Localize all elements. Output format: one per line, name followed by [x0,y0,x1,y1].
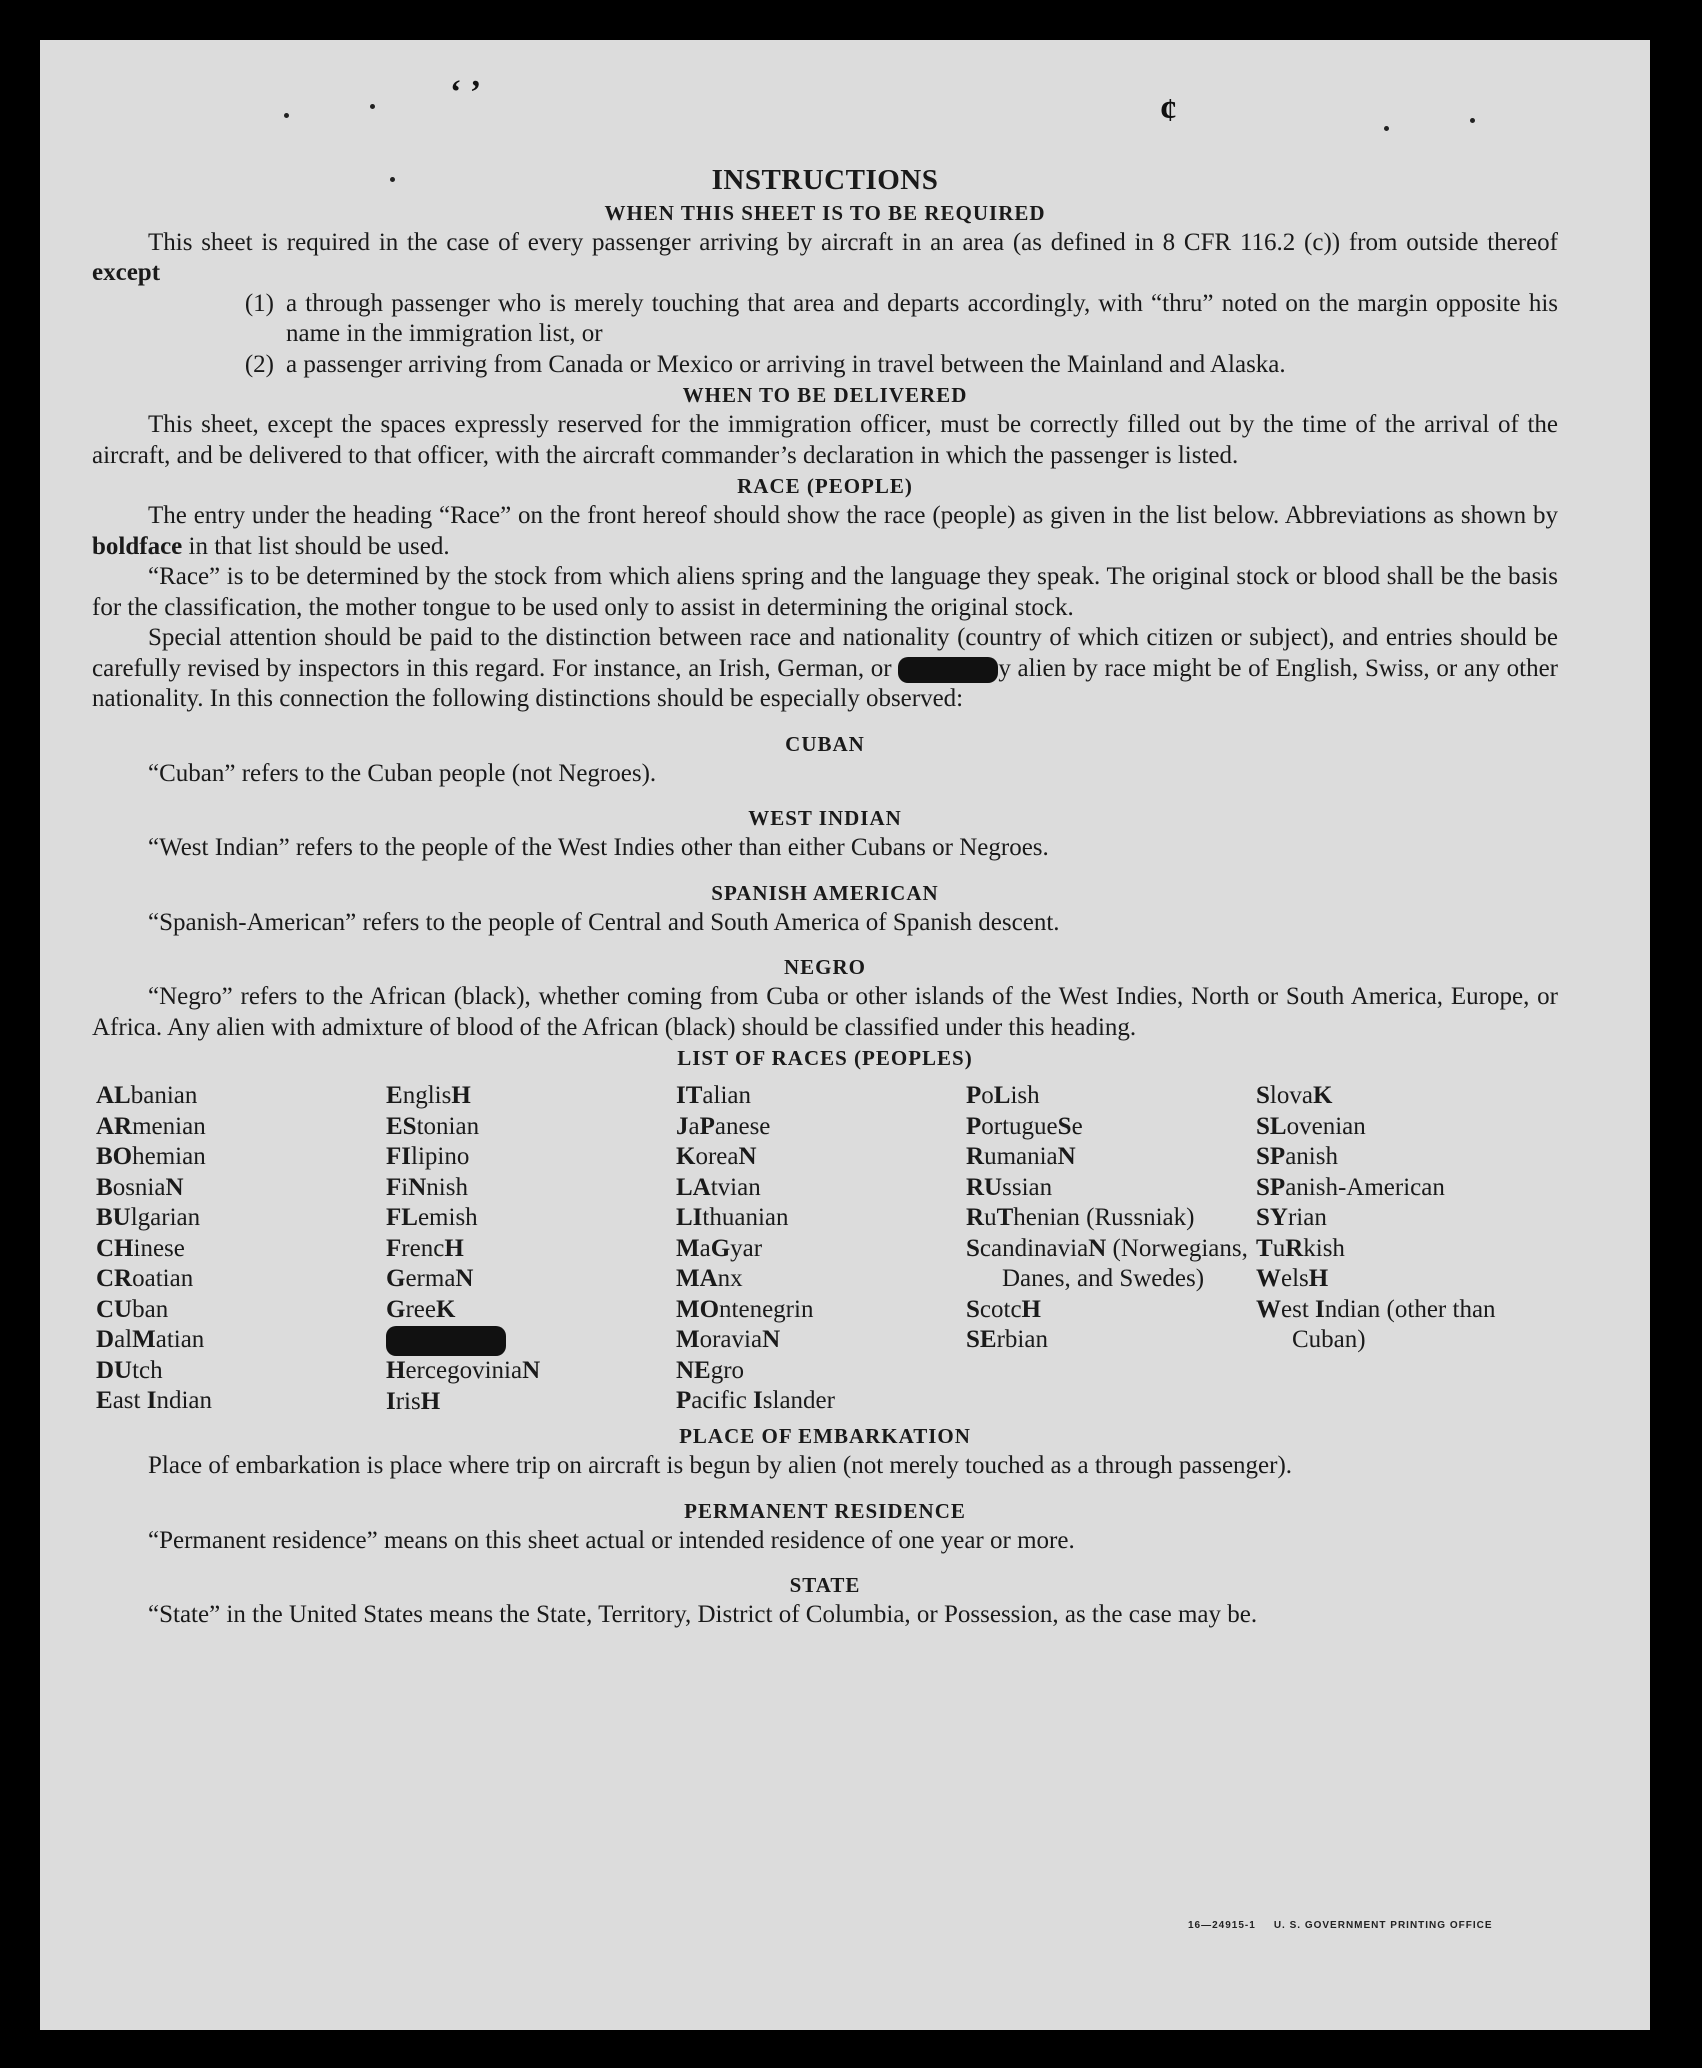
race-entry: HercegoviniaN [386,1357,541,1385]
west-indian-text: “West Indian” refers to the people of the West Indies other than either Cubans or Negroes. [148,834,1049,861]
race-entry: SLovenian [1256,1112,1366,1140]
race-entry: MoraviaN [676,1326,781,1353]
race-entry: East Indian [96,1387,212,1414]
race-entry: ALbanian [96,1082,198,1109]
race-entry: EStonian [386,1112,480,1140]
stray-mark-top-right: ¢ [1160,92,1177,129]
race-entry: DalMatian [96,1326,205,1353]
section-heading-list-of-races: LIST OF RACES (PEOPLES) [677,1046,973,1070]
page-title: INSTRUCTIONS [711,164,939,196]
race-entry: EnglisH [386,1082,471,1109]
race-entry: DUtch [96,1356,163,1384]
race-entry: GermaN [386,1265,474,1292]
race-entry: FiNnish [386,1173,468,1201]
race-entry: ScandinaviaN (Norwegians, Danes, and Swedes) [966,1234,1248,1292]
race-entry: WelsH [1256,1265,1329,1292]
spanish-american-text: “Spanish-American” refers to the people of Central and South America of Spanish descent. [148,908,1060,936]
race-entry: RUssian [966,1173,1053,1201]
race-entry [386,1325,676,1356]
race-entry: MaGyar [676,1234,763,1262]
redaction-mark [898,657,998,683]
race-entry: BUlgarian [96,1204,201,1231]
section-heading-required: WHEN THIS SHEET IS TO BE REQUIRED [604,200,1046,225]
race-entry: CHinese [96,1234,185,1262]
race-entry: RumaniaN [966,1143,1076,1170]
race-entry: PortugueSe [966,1112,1083,1140]
required-exception-1: (1) a through passenger who is merely touching that area and departs accordingly, with “thru” noted on the margin opposite his name in the immigration list, or [244,289,1558,347]
race-entry: West Indian (other than Cuban) [1256,1295,1496,1353]
section-heading-negro: NEGRO [783,955,866,979]
race-entry: SlovaK [1256,1082,1333,1109]
race-entry: CUban [96,1295,169,1323]
race-entry: IrisH [386,1387,441,1415]
race-entry: RuThenian (Russniak) [966,1204,1195,1231]
printer-credit: U. S. GOVERNMENT PRINTING OFFICE [1273,1920,1493,1931]
state-text: “State” in the United States means the State, Territory, District of Columbia, or Possession, as the case may be. [148,1601,1258,1629]
races-column [966,1081,1256,1417]
stray-mark-top-left: ‘ ’ [450,74,482,111]
race-paragraph-2: “Race” is to be determined by the stock from which aliens spring and the language they speak. The original stock or blood shall be the basis for the classification, the mother tongue to be used only to assist in determining the original stock. [92,563,1558,621]
race-entry: Pacific Islander [676,1387,835,1414]
race-entry: JaPanese [676,1112,771,1140]
race-paragraph-3: Special attention should be paid to the distinction between race and nationality (country of which citizen or subject), and entries should be carefully revised by inspectors in this regard. For instance, an Irish, German, or y alien by race might be of English, Swiss, or any other nationality. In this connection the following distinctions should be especially observed: [92,624,1559,712]
race-entry: ScotcH [966,1295,1041,1323]
race-entry: ARmenian [96,1112,206,1140]
negro-text: “Negro” refers to the African (black), whether coming from Cuba or other islands of the West Indies, North or South America, Europe, or Africa. Any alien with admixture of blood of the African (black) should be classified under this heading. [92,983,1558,1041]
race-entry: ITalian [676,1082,751,1109]
race-entry: FrencH [386,1234,464,1262]
race-entry: TuRkish [1256,1234,1345,1262]
race-paragraph-1: The entry under the heading “Race” on the front hereof should show the race (people) as given in the list below. Abbreviations as shown by boldface in that list should be used. [92,502,1558,560]
race-entry: BOhemian [96,1143,206,1170]
race-entry: CRoatian [96,1265,194,1292]
instructions-content [92,165,1558,1631]
race-entry: SPanish-American [1256,1173,1445,1201]
stray-dot [284,113,289,118]
delivered-text: This sheet, except the spaces expressly reserved for the immigration officer, must be correctly filled out by the time of the arrival of the aircraft, and be delivered to that officer, with the aircraft commander’s declaration in which the passenger is listed. [92,411,1558,469]
section-heading-race: RACE (PEOPLE) [737,474,913,498]
section-heading-embarkation: PLACE OF EMBARKATION [679,1424,971,1449]
race-entry: FIlipino [386,1143,470,1170]
embarkation-text: Place of embarkation is place where trip on aircraft is begun by alien (not merely touched as a through passenger). [148,1452,1293,1480]
race-entry: FLemish [386,1204,478,1231]
section-heading-delivered: WHEN TO BE DELIVERED [682,383,968,407]
section-heading-residence: PERMANENT RESIDENCE [684,1498,966,1523]
document-sheet [40,40,1650,2030]
race-entry: LAtvian [676,1173,761,1201]
redaction-mark [386,1326,506,1356]
stray-dot [1384,126,1389,131]
races-column [1256,1081,1562,1417]
stray-dot [370,104,375,109]
section-heading-state: STATE [789,1573,861,1598]
race-entry: GreeK [386,1295,456,1323]
races-column [96,1081,386,1417]
race-entry: LIthuanian [676,1204,789,1231]
required-intro: This sheet is required in the case of every passenger arriving by aircraft in an area (as defined in 8 CFR 116.2 (c)) from outside thereof except [92,228,1558,286]
race-entry: PoLish [966,1082,1040,1109]
race-entry: MOntenegrin [676,1295,814,1323]
section-heading-spanish-american: SPANISH AMERICAN [711,880,939,905]
stray-dot [1470,118,1475,123]
race-entry: NEgro [676,1356,745,1384]
races-list [96,1081,1558,1417]
race-entry: MAnx [676,1265,743,1292]
race-entry: SErbian [966,1326,1048,1353]
residence-text: “Permanent residence” means on this sheet actual or intended residence of one year or more. [148,1526,1075,1554]
required-exception-2: (2) a passenger arriving from Canada or Mexico or arriving in travel between the Mainland and Alaska. [244,350,1286,378]
form-number: 16—24915-1 [1188,1920,1256,1931]
race-entry: SPanish [1256,1143,1338,1170]
race-entry: KoreaN [676,1143,757,1170]
races-column [386,1081,676,1417]
race-entry: SYrian [1256,1204,1327,1231]
print-footer [1188,1920,1511,1931]
cuban-text: “Cuban” refers to the Cuban people (not Negroes). [148,759,657,787]
section-heading-cuban: CUBAN [785,731,865,756]
race-entry: BosniaN [96,1173,184,1201]
section-heading-west-indian: WEST INDIAN [748,806,902,830]
races-column [676,1081,966,1417]
